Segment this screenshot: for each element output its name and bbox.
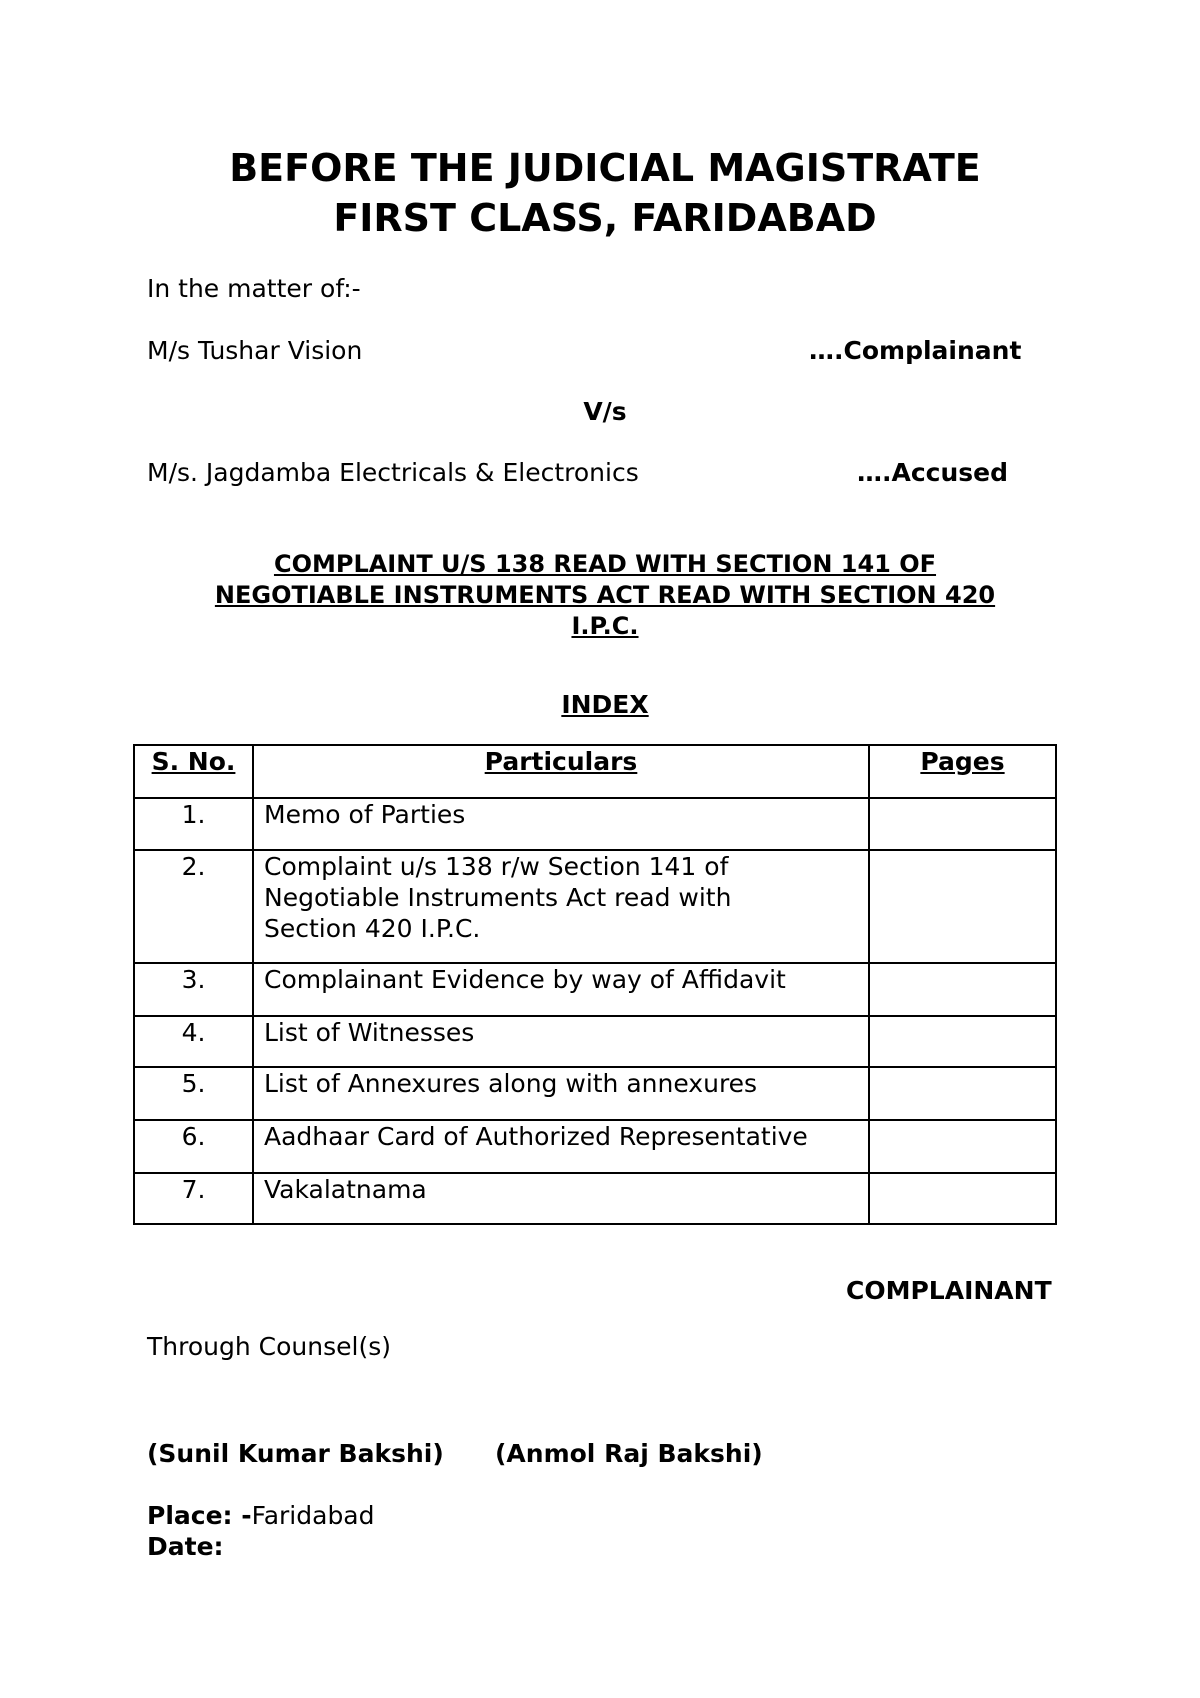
subject-line-3: I.P.C. [571,612,639,640]
particulars-line: Negotiable Instruments Act read with [264,883,732,912]
row-sno: 1. [134,798,253,850]
row-pages [869,1120,1056,1173]
row-sno: 6. [134,1120,253,1173]
accused-name: M/s. Jagdamba Electricals & Electronics [147,458,639,487]
place-line [147,1501,375,1531]
header-particulars: Particulars [253,745,869,798]
particulars-line: Complaint u/s 138 r/w Section 141 of [264,852,729,881]
index-header-row [134,745,1056,798]
table-row [134,1016,1056,1067]
complaint-subject [160,549,1050,642]
particulars-line: Vakalatnama [264,1175,427,1204]
row-sno: 5. [134,1067,253,1120]
particulars-line: List of Witnesses [264,1018,475,1047]
court-title-line-1: BEFORE THE JUDICIAL MAGISTRATE [229,146,981,190]
row-pages [869,1016,1056,1067]
court-title-line-2: FIRST CLASS, FARIDABAD [333,196,877,240]
table-row [134,1173,1056,1224]
row-sno: 7. [134,1173,253,1224]
matter-label: In the matter of:- [147,274,361,303]
row-pages [869,1173,1056,1224]
through-counsel: Through Counsel(s) [147,1332,391,1361]
subject-line-2: NEGOTIABLE INSTRUMENTS ACT READ WITH SECTION 420 [214,581,996,609]
header-sno: S. No. [134,745,253,798]
date-label: Date: [147,1532,224,1561]
header-pages: Pages [869,745,1056,798]
subject-line-1: COMPLAINT U/S 138 READ WITH SECTION 141 OF [273,550,937,578]
complainant-name: M/s Tushar Vision [147,336,363,365]
table-row [134,798,1056,850]
place-label: Place: - [147,1501,252,1530]
versus: V/s [583,397,627,426]
row-pages [869,1067,1056,1120]
row-particulars [253,1120,869,1173]
row-particulars [253,1173,869,1224]
index-table [133,744,1057,1225]
particulars-line: Complainant Evidence by way of Affidavit [264,965,786,994]
row-particulars [253,850,869,963]
accused-role: ….Accused [857,458,1009,487]
particulars-line: List of Annexures along with annexures [264,1069,758,1098]
row-pages [869,850,1056,963]
index-heading: INDEX [561,690,649,719]
row-pages [869,963,1056,1016]
row-particulars [253,963,869,1016]
table-row [134,1067,1056,1120]
row-particulars [253,798,869,850]
signature-party: COMPLAINANT [846,1276,1052,1305]
counsel-1: (Sunil Kumar Bakshi) [147,1439,444,1468]
counsel-2: (Anmol Raj Bakshi) [495,1439,763,1468]
court-title [0,143,1200,243]
row-sno: 3. [134,963,253,1016]
row-sno: 2. [134,850,253,963]
particulars-line: Aadhaar Card of Authorized Representative [264,1122,808,1151]
table-row [134,850,1056,963]
particulars-line: Section 420 I.P.C. [264,914,481,943]
row-pages [869,798,1056,850]
row-particulars [253,1016,869,1067]
row-particulars [253,1067,869,1120]
particulars-line: Memo of Parties [264,800,466,829]
complainant-role: ….Complainant [809,336,1022,365]
table-row [134,963,1056,1016]
place-value: Faridabad [251,1501,375,1530]
row-sno: 4. [134,1016,253,1067]
table-row [134,1120,1056,1173]
